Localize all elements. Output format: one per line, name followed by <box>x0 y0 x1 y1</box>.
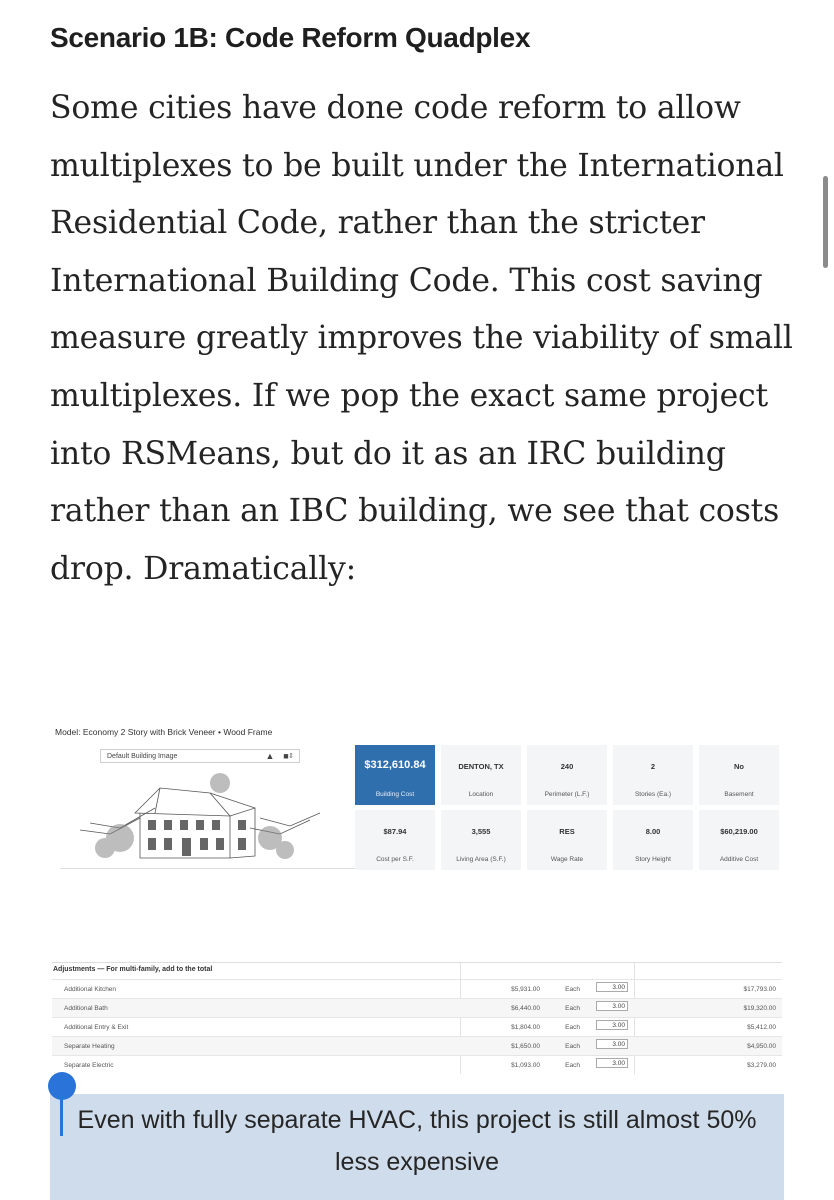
row-total: $17,793.00 <box>743 986 776 993</box>
upload-icon[interactable]: ▲ <box>265 751 275 761</box>
card-label: Additive Cost <box>719 856 759 863</box>
row-price: $1,804.00 <box>511 1024 540 1031</box>
card-building-cost <box>355 745 435 805</box>
row-price: $1,093.00 <box>511 1062 540 1069</box>
card-label: Location <box>468 791 494 798</box>
select-caret-icon: ⇕ <box>288 753 294 760</box>
row-name: Additional Kitchen <box>64 986 117 993</box>
card-perimeter <box>527 745 607 805</box>
table-row <box>52 1055 782 1075</box>
article-body: Some cities have done code reform to allow multiplexes to be built under the International Residential Code, rather than the stricter International Building Code. This cost saving measure greatly improves the viability of small multiplexes. If we pop the exact same project into RSMeans, but do it as an IRC building rather than an IBC building, we see that costs drop. Dramatically: <box>50 90 793 587</box>
trash-icon[interactable]: ■ <box>283 751 289 761</box>
card-value: $312,610.84 <box>364 759 426 771</box>
card-label: Basement <box>724 791 754 798</box>
card-value: RES <box>559 827 575 836</box>
row-name: Separate Electric <box>64 1062 114 1069</box>
card-value: $87.94 <box>383 827 407 836</box>
image-caption-selected[interactable] <box>50 1094 784 1200</box>
card-value: DENTON, TX <box>458 762 504 771</box>
card-value: $60,219.00 <box>720 827 758 836</box>
card-value: No <box>734 762 744 771</box>
card-label: Cost per S.F. <box>376 856 414 863</box>
card-living-area <box>441 810 521 870</box>
card-basement <box>699 745 779 805</box>
row-price: $6,440.00 <box>511 1005 540 1012</box>
card-label: Living Area (S.F.) <box>456 856 506 863</box>
table-row <box>52 1017 782 1037</box>
caption-text: Even with fully separate HVAC, this project is still almost 50% less expensive <box>77 1106 757 1176</box>
row-qty-input[interactable]: 3.00 <box>596 1020 628 1030</box>
row-total: $5,412.00 <box>747 1024 776 1031</box>
row-qty-input[interactable]: 3.00 <box>596 982 628 992</box>
model-title: Model: Economy 2 Story with Brick Veneer • Wood Frame <box>55 727 273 737</box>
row-unit: Each <box>565 1062 580 1069</box>
card-cost-per-sf <box>355 810 435 870</box>
house-sketch-image <box>60 768 360 869</box>
row-price: $1,650.00 <box>511 1043 540 1050</box>
card-wage-rate <box>527 810 607 870</box>
row-unit: Each <box>565 1024 580 1031</box>
card-value: 240 <box>560 762 574 771</box>
card-label: Building Cost <box>375 791 415 798</box>
adjustments-table <box>52 962 782 1074</box>
building-image-select-value: Default Building Image <box>107 753 178 760</box>
card-stories <box>613 745 693 805</box>
card-location <box>441 745 521 805</box>
card-additive-cost <box>699 810 779 870</box>
card-label: Stories (Ea.) <box>634 791 672 798</box>
selection-handle[interactable] <box>48 1072 76 1100</box>
selection-cursor <box>60 1096 63 1136</box>
adjustments-title: Adjustments — For multi-family, add to the total <box>53 966 213 973</box>
row-total: $4,950.00 <box>747 1043 776 1050</box>
article-heading: Scenario 1B: Code Reform Quadplex <box>50 22 531 53</box>
table-row <box>52 998 782 1018</box>
row-name: Additional Entry & Exit <box>64 1024 129 1031</box>
row-qty-input[interactable]: 3.00 <box>596 1058 628 1068</box>
row-unit: Each <box>565 986 580 993</box>
row-unit: Each <box>565 1005 580 1012</box>
card-label: Story Height <box>635 856 671 863</box>
row-price: $5,931.00 <box>511 986 540 993</box>
row-name: Additional Bath <box>64 1005 108 1012</box>
card-label: Wage Rate <box>550 856 584 863</box>
card-value: 2 <box>650 762 656 771</box>
scrollbar-thumb[interactable] <box>823 176 828 268</box>
row-qty-input[interactable]: 3.00 <box>596 1039 628 1049</box>
card-label: Perimeter (L.F.) <box>544 791 590 798</box>
card-story-height <box>613 810 693 870</box>
cost-estimator-screenshot <box>52 724 782 872</box>
row-unit: Each <box>565 1043 580 1050</box>
row-total: $19,320.00 <box>743 1005 776 1012</box>
row-total: $3,279.00 <box>747 1062 776 1069</box>
row-name: Separate Heating <box>64 1043 115 1050</box>
table-row <box>52 1036 782 1056</box>
card-value: 8.00 <box>645 827 661 836</box>
row-qty-input[interactable]: 3.00 <box>596 1001 628 1011</box>
table-row <box>52 979 782 999</box>
card-value: 3,555 <box>471 827 491 836</box>
